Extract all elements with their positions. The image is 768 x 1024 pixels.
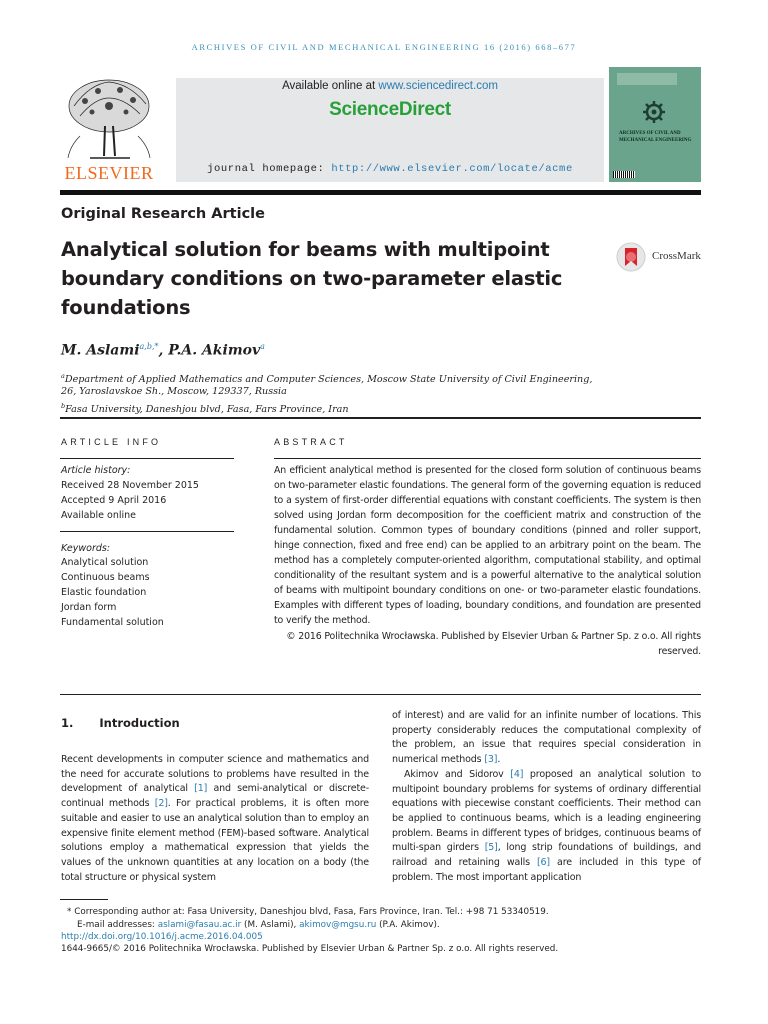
online-date: Available online bbox=[61, 510, 136, 521]
affiliation-rule bbox=[60, 417, 701, 419]
email-link-aslami[interactable]: aslami@fasau.ac.ir bbox=[157, 920, 242, 930]
keyword-item: Fundamental solution bbox=[61, 617, 164, 628]
citation-link[interactable]: [3] bbox=[484, 754, 498, 766]
keyword-item: Jordan form bbox=[61, 602, 117, 613]
intro-text: Akimov and Sidorov bbox=[404, 768, 511, 780]
intro-text: Recent developments in computer science and mathematics and the need for accurate solutions to problems have resulted in the development of analytical bbox=[61, 754, 369, 795]
available-online bbox=[176, 80, 604, 92]
keyword-item: Analytical solution bbox=[61, 557, 149, 568]
cover-barcode bbox=[613, 171, 635, 178]
author-aslami[interactable]: M. Aslami bbox=[61, 342, 140, 359]
intro-text: of interest) and are valid for an infinite number of locations. This property considerably reduces the computational complexity of the problem, an issue that requires special consideration in numerical methods bbox=[392, 710, 701, 766]
email-note bbox=[77, 919, 440, 932]
intro-text: . For practical problems, it is often more suitable and easier to use an analytical solution than to employ an expensive finite element method (FEM)-based software. Analytical solutions employ a mathematical expression that yields the values of the unknown quantities at any location on a body (the total structure or physical system bbox=[61, 798, 369, 883]
citation-link[interactable]: [6] bbox=[536, 857, 550, 869]
crossmark-label: CrossMark bbox=[652, 250, 701, 262]
gear-icon bbox=[643, 101, 665, 123]
abstract-text: An efficient analytical method is presented for the closed form solution of continuous beams on two-parameter elastic foundations. The general form of the governing equation is reduced to a system of first-order differential equations with constant coefficients. The system is then solved using Jordan form decomposition for the coefficient matrix and construction of the fundamental solution. Common types of boundary conditions (pinned and roller support, hinge connection, fixed and free end) can be applied to an arbitrary point on the beam. The method has a completely computer-oriented algorithm, computational stability, and optimal conditionality of the resultant system and is a powerful alternative to the analytical solution of beams with multipoint boundary conditions on one- or two-parameter elastic foundations. Examples with different types of loading, boundary conditions, and foundation are presented to verify the method. bbox=[274, 465, 701, 627]
journal-cover bbox=[609, 67, 701, 182]
keyword-item: Elastic foundation bbox=[61, 587, 147, 598]
sciencedirect-link[interactable]: www.sciencedirect.com bbox=[378, 80, 498, 92]
doi-link[interactable]: http://dx.doi.org/10.1016/j.acme.2016.04.005 bbox=[61, 932, 263, 942]
author-akimov-affil[interactable]: a bbox=[260, 342, 265, 351]
author-list bbox=[61, 342, 265, 359]
abstract-heading: ABSTRACT bbox=[274, 437, 348, 447]
section-number: 1. bbox=[61, 716, 74, 730]
received-date: Received 28 November 2015 bbox=[61, 480, 199, 491]
affiliation-b bbox=[61, 399, 349, 417]
keywords-label: Keywords: bbox=[61, 543, 111, 554]
article-info-heading: ARTICLE INFO bbox=[61, 437, 162, 447]
article-info-rule bbox=[60, 458, 234, 459]
email-name-aslami: (M. Aslami), bbox=[241, 920, 300, 930]
available-prefix: Available online at bbox=[282, 80, 379, 92]
homepage-prefix: journal homepage: bbox=[207, 163, 332, 175]
intro-paragraph bbox=[392, 709, 701, 768]
cover-header-strip bbox=[617, 73, 677, 85]
email-name-akimov: (P.A. Akimov). bbox=[376, 920, 440, 930]
citation-link[interactable]: [5] bbox=[484, 842, 498, 854]
article-type: Original Research Article bbox=[61, 206, 265, 222]
intro-text: . bbox=[497, 754, 501, 766]
abstract-body bbox=[274, 463, 701, 659]
journal-homepage bbox=[176, 163, 604, 175]
crossmark-badge[interactable] bbox=[616, 242, 704, 272]
abstract-copyright: © 2016 Politechnika Wrocławska. Published by Elsevier Urban & Partner Sp. z o.o. All rights reserved. bbox=[286, 630, 701, 657]
abstract-rule bbox=[274, 458, 701, 459]
author-akimov[interactable]: P.A. Akimov bbox=[168, 342, 261, 359]
accepted-date: Accepted 9 April 2016 bbox=[61, 495, 167, 506]
corresponding-author-note: * Corresponding author at: Fasa University, Daneshjou blvd, Fasa, Fars Province, Iran. Tel.: +98 71 53340519. bbox=[67, 907, 549, 917]
author-aslami-affil[interactable]: a,b,* bbox=[139, 342, 159, 351]
keyword-item: Continuous beams bbox=[61, 572, 150, 583]
keywords-rule bbox=[60, 531, 234, 532]
header-rule bbox=[60, 190, 701, 195]
author-separator: , bbox=[158, 342, 169, 359]
running-head: ARCHIVES OF CIVIL AND MECHANICAL ENGINEERING 16 (2016) 668–677 bbox=[191, 42, 577, 52]
crossmark-icon bbox=[616, 242, 646, 272]
intro-text: proposed an analytical solution to multipoint boundary problems for systems of ordinary differential equations with piecewise constant coefficients. Their method can be applied to continuous beams, which is a leading engineering problem. Beams in different types of bridges, continuous beams of multi-span girders bbox=[392, 768, 701, 854]
abstract-end-rule bbox=[60, 694, 701, 695]
intro-right-column bbox=[392, 709, 701, 885]
affiliation-a-line1: Department of Applied Mathematics and Computer Sciences, Moscow State University of Civil Engineering, bbox=[64, 374, 593, 386]
footnote-rule bbox=[60, 899, 108, 900]
affiliation-b-text: Fasa University, Daneshjou blvd, Fasa, Fars Province, Iran bbox=[65, 404, 349, 416]
affiliation-a-line2: 26, Yaroslavskoe Sh., Moscow, 129337, Russia bbox=[61, 386, 287, 397]
email-prefix: E-mail addresses: bbox=[77, 920, 158, 930]
citation-link[interactable]: [1] bbox=[194, 783, 208, 795]
article-title: Analytical solution for beams with multipoint boundary conditions on two-parameter elastic foundations bbox=[61, 238, 563, 319]
journal-homepage-link[interactable]: http://www.elsevier.com/locate/acme bbox=[331, 163, 573, 175]
elsevier-wordmark: ELSEVIER bbox=[64, 163, 154, 183]
intro-text: , long strip foundations of buildings, and railroad and retaining walls bbox=[392, 842, 702, 869]
intro-left-column bbox=[61, 753, 369, 885]
affiliation-a-marker: a bbox=[61, 372, 65, 380]
citation-link[interactable]: [4] bbox=[510, 768, 524, 780]
intro-text: are included in this type of problem. The most important application bbox=[392, 857, 701, 883]
sciencedirect-logo: ScienceDirect bbox=[329, 99, 451, 120]
email-link-akimov[interactable]: akimov@mgsu.ru bbox=[299, 920, 377, 930]
cover-title: ARCHIVES OF CIVIL AND MECHANICAL ENGINEERING bbox=[619, 131, 692, 143]
issn-copyright: 1644-9665/© 2016 Politechnika Wrocławska. Published by Elsevier Urban & Partner Sp. z o.o. All rights reserved. bbox=[61, 944, 559, 954]
intro-paragraph bbox=[392, 768, 701, 886]
section-title: Introduction bbox=[99, 716, 180, 730]
intro-text: and semi-analytical or discrete-continual methods bbox=[61, 783, 369, 810]
history-label: Article history: bbox=[61, 465, 131, 476]
section-heading bbox=[61, 716, 180, 730]
affiliation-b-marker: b bbox=[61, 402, 66, 410]
citation-link[interactable]: [2] bbox=[154, 798, 168, 810]
